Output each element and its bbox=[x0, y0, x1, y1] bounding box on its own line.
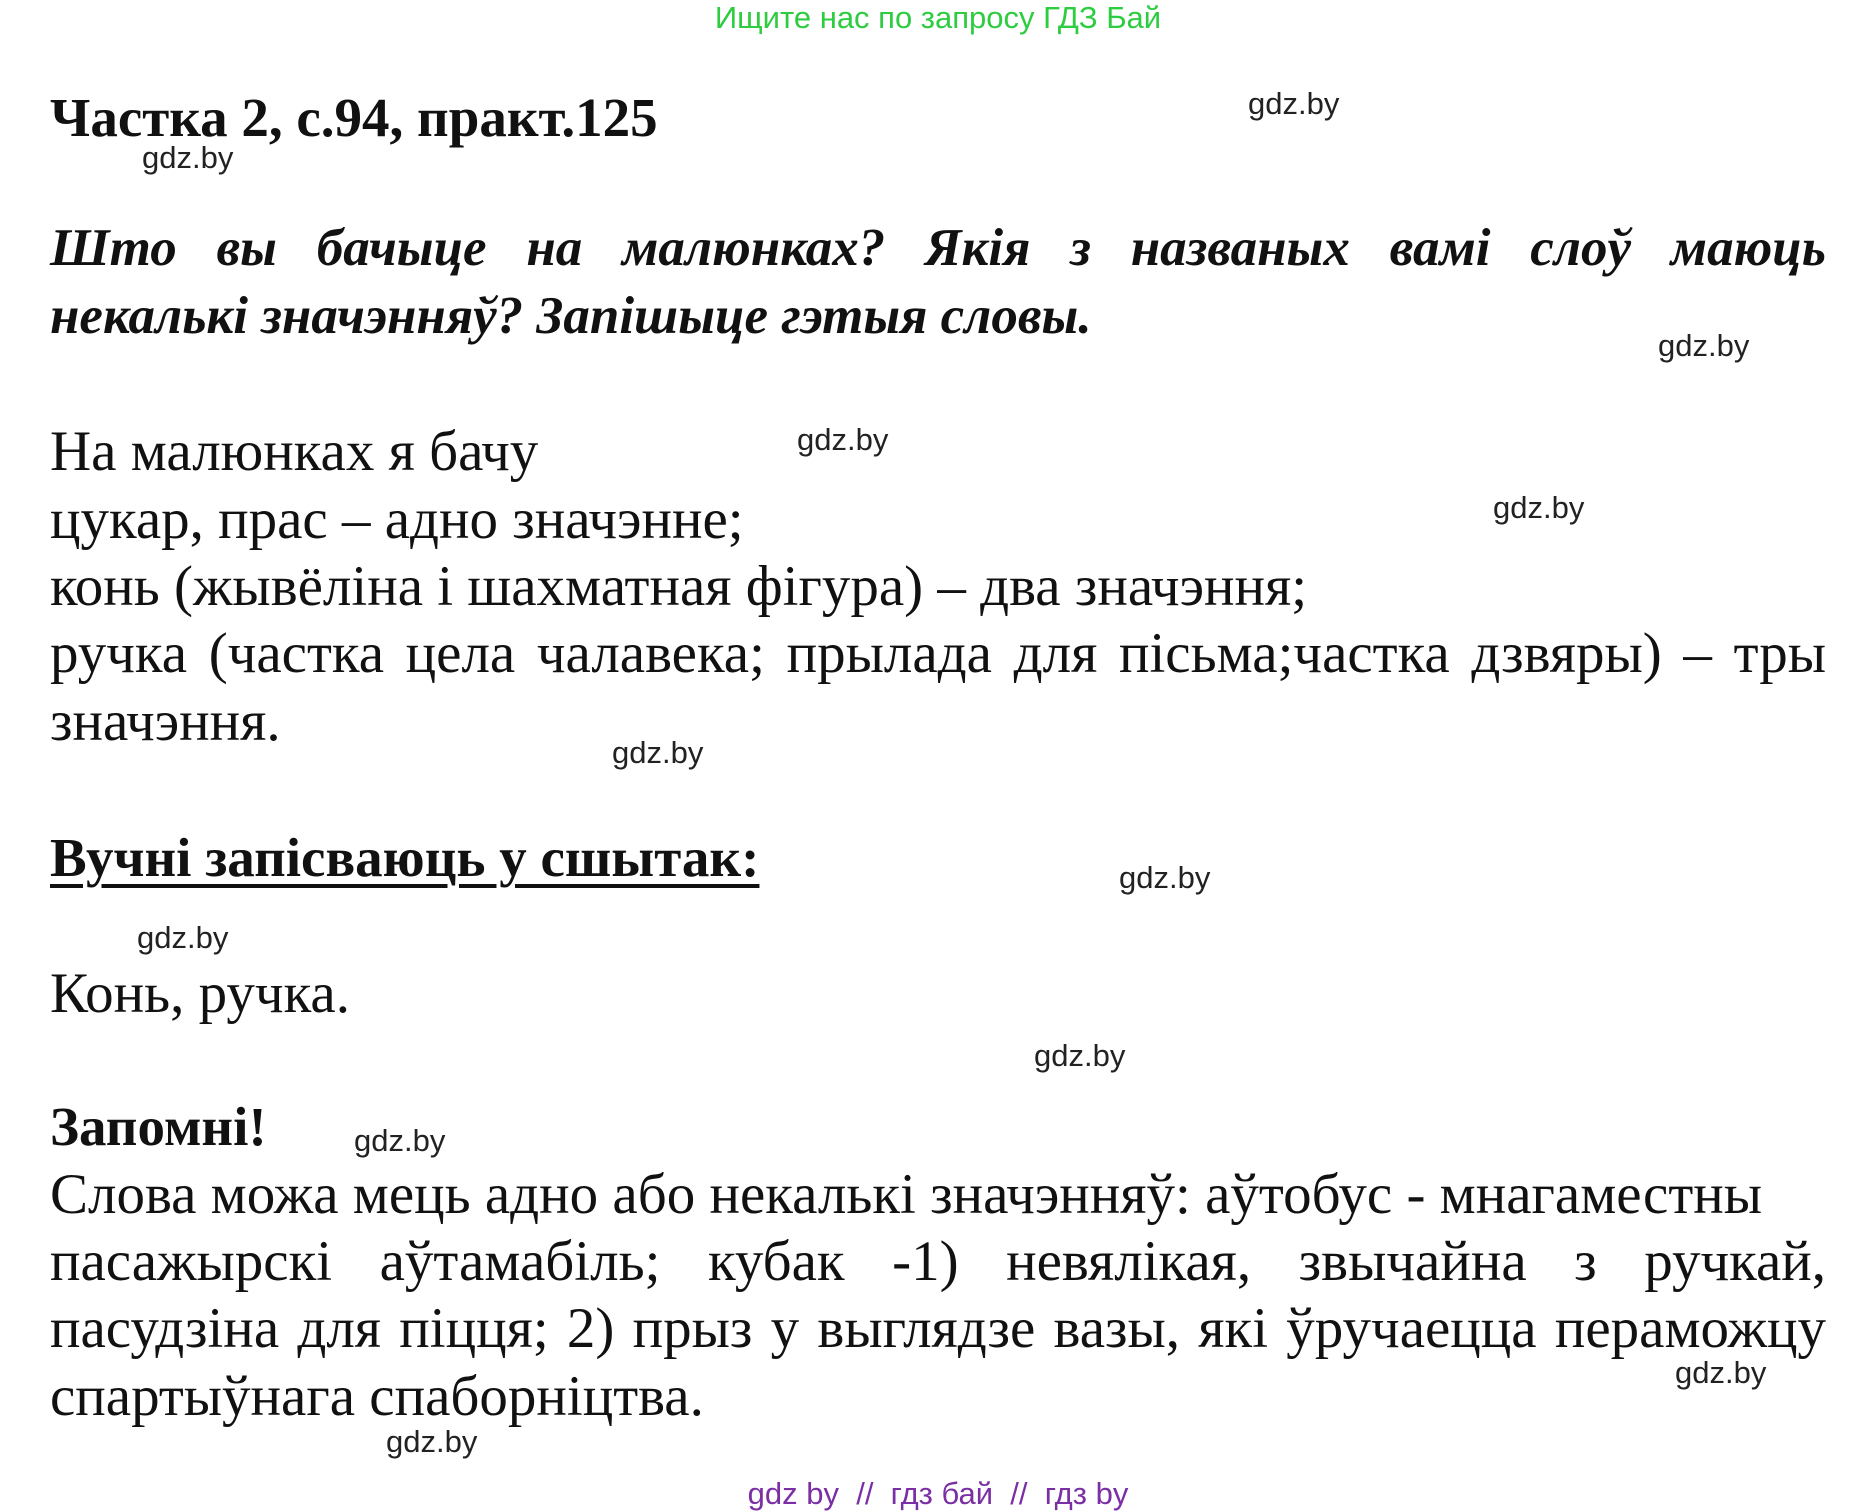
remember-line: Слова можа мець адно або некалькі значэнняў: аўтобус - мнагаместны bbox=[50, 1163, 1763, 1226]
footer-links[interactable]: gdz by // гдз бай // гдз by bbox=[747, 1476, 1129, 1511]
header-banner[interactable]: Ищите нас по запросу ГДЗ Бай bbox=[714, 0, 1162, 35]
watermark: gdz.by bbox=[1493, 490, 1585, 525]
watermark: gdz.by bbox=[386, 1424, 478, 1459]
page-title: Частка 2, с.94, практ.125 bbox=[50, 87, 658, 148]
watermark: gdz.by bbox=[354, 1123, 446, 1158]
watermark: gdz.by bbox=[797, 422, 889, 457]
answer-line: ручка (частка цела чалавека; прылада для пісьма;частка дзвяры) – тры bbox=[50, 622, 1826, 685]
watermark: gdz.by bbox=[1119, 860, 1211, 895]
watermark: gdz.by bbox=[142, 140, 234, 175]
answer-line: На малюнках я бачу bbox=[50, 420, 539, 483]
notebook-text: Конь, ручка. bbox=[50, 962, 350, 1025]
task-line-1: Што вы бачыце на малюнках? Якія з названых вамі слоў маюць bbox=[50, 219, 1826, 277]
remember-line: спартыўнага спаборніцтва. bbox=[50, 1365, 704, 1428]
notebook-heading: Вучні запісваюць у сшытак: bbox=[50, 827, 760, 888]
answer-line: конь (жывёліна і шахматная фігура) – два значэння; bbox=[50, 555, 1308, 618]
watermark: gdz.by bbox=[612, 735, 704, 770]
watermark: gdz.by bbox=[137, 920, 229, 955]
watermark: gdz.by bbox=[1034, 1038, 1126, 1073]
remember-line: пасажырскі аўтамабіль; кубак -1) невялікая, звычайна з ручкай, bbox=[50, 1230, 1826, 1293]
watermark: gdz.by bbox=[1248, 86, 1340, 121]
watermark: gdz.by bbox=[1658, 328, 1750, 363]
remember-line: пасудзіна для піцця; 2) прыз у выглядзе вазы, які ўручаецца пераможцу bbox=[50, 1297, 1826, 1360]
task-line-2: некалькі значэнняў? Запішыце гэтыя словы. bbox=[50, 287, 1092, 345]
watermark: gdz.by bbox=[1675, 1355, 1767, 1390]
answer-line: цукар, прас – адно значэнне; bbox=[50, 488, 744, 551]
answer-line: значэння. bbox=[50, 690, 281, 753]
remember-heading: Запомні! bbox=[50, 1096, 267, 1157]
